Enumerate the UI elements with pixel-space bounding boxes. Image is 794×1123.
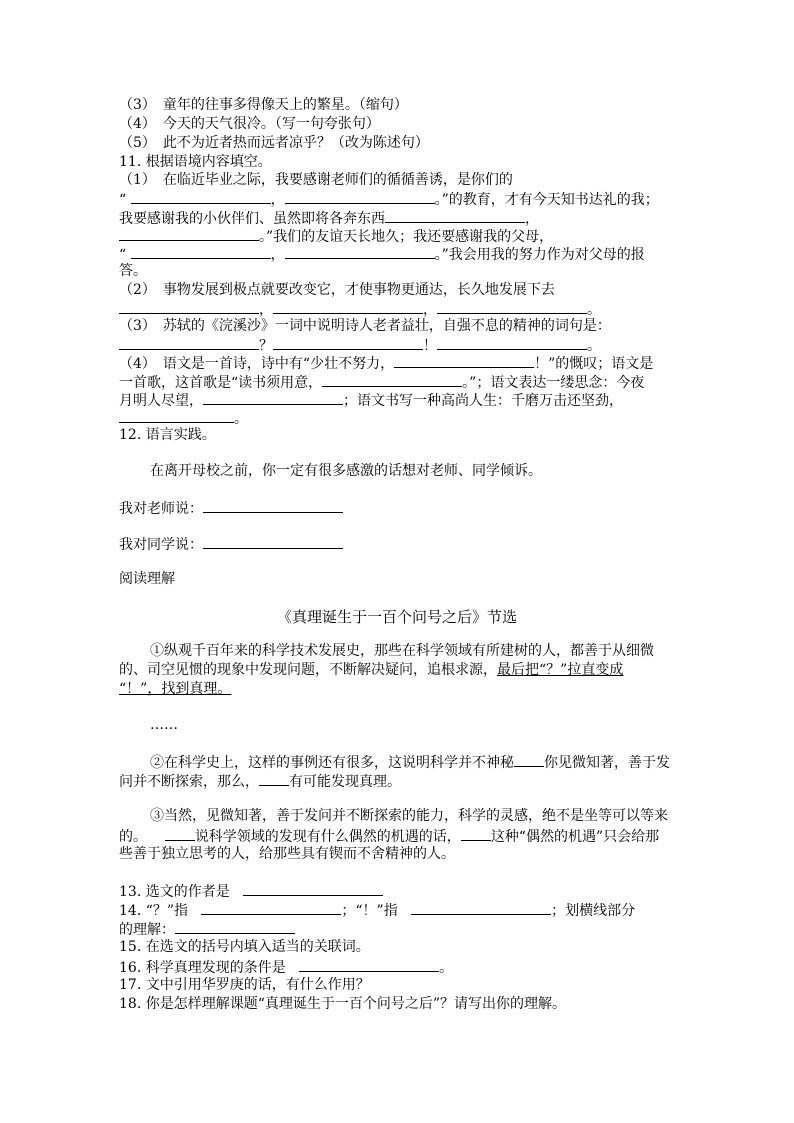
period: 。: [587, 338, 601, 354]
text: 。”我会用我的努力作为对父母的报: [434, 247, 645, 263]
answer-blank[interactable]: [385, 208, 525, 223]
answer-blank[interactable]: [394, 353, 534, 368]
q11-p1-line3: [119, 208, 539, 228]
answer-blank[interactable]: [203, 498, 343, 513]
text: 你见微知著，善于发: [544, 755, 670, 771]
text: ②在科学史上，这样的事例还有很多，这说明科学并不神秘: [150, 755, 514, 771]
text: 这种“偶然的机遇”只会给那: [490, 829, 660, 845]
question-17: 17. 文中引用华罗庚的话，有什么作用？: [119, 977, 370, 993]
underlined-text: 最后把“？”拉直变成: [497, 662, 624, 678]
text: （4） 语文是一首诗，诗中有“少壮不努力，: [119, 356, 395, 372]
passage-title: 《真理诞生于一百个问号之后》节选: [276, 608, 517, 626]
answer-blank[interactable]: [437, 335, 587, 350]
text: 13. 选文的作者是: [119, 884, 230, 900]
para3-line1: ③当然，见微知著，善于发问并不断探索的能力，科学的灵感，绝不是坐等可以等来: [150, 808, 668, 824]
period: 。: [439, 960, 454, 976]
text: 我要感谢我的小伙伴们、虽然即将各奔东西: [119, 211, 385, 227]
text: 的理解：: [119, 922, 175, 938]
answer-blank[interactable]: [461, 826, 491, 841]
period: 。: [587, 302, 601, 318]
question-14: [119, 900, 635, 920]
q11-p4-line4: [119, 408, 248, 428]
comma: ，: [525, 211, 539, 227]
q11-p1-line4: [119, 226, 553, 246]
para1-line1: ①纵观千百年来的科学技术发展史，那些在科学领域有所建树的人，都善于从细微: [150, 643, 654, 659]
para1-line3: “！”，找到真理。: [119, 681, 232, 697]
text: 的。: [119, 829, 147, 845]
answer-blank[interactable]: [175, 919, 295, 934]
text: ；“！”指: [341, 903, 398, 919]
quote-open: “: [119, 247, 127, 263]
answer-blank[interactable]: [131, 244, 271, 259]
answer-blank[interactable]: [514, 752, 544, 767]
text: ；语文书写一种高尚人生：千磨万击还坚劲，: [343, 393, 623, 409]
answer-blank[interactable]: [299, 957, 439, 972]
q12-teacher-line: [119, 498, 343, 518]
answer-blank[interactable]: [437, 299, 587, 314]
text: 。”我们的友谊天长地久；我还要感谢我的父母，: [259, 229, 554, 245]
answer-blank[interactable]: [259, 771, 289, 786]
q11-p1-line6: 答。: [119, 263, 147, 279]
text: ！”的慨叹；语文是: [534, 356, 654, 372]
para3-line2: [119, 826, 659, 846]
text: 的、司空见惯的现象中发现问题，不断解决疑问，追根求源，: [119, 662, 497, 678]
answer-blank[interactable]: [285, 189, 435, 204]
q11-p3-line1: （3） 苏轼的《浣溪沙》一词中说明诗人老者益壮，自强不息的精神的词句是：: [119, 318, 611, 334]
answer-blank[interactable]: [203, 534, 343, 549]
q11-p1-line1: （1） 在临近毕业之际，我要感谢老师们的循循善诱，是你们的: [119, 172, 513, 188]
section-label: 阅读理解: [119, 571, 175, 587]
question-13: [119, 881, 383, 901]
text: 说科学领域的发现有什么偶然的机遇的话，: [194, 829, 461, 845]
answer-blank[interactable]: [119, 408, 234, 423]
q11-heading: 11. 根据语境内容填空。: [119, 154, 272, 170]
answer-blank[interactable]: [273, 335, 423, 350]
q11-p4-line1: [119, 353, 653, 373]
q10-item-5: （5） 此不为近者热而远者凉乎？（改为陈述句）: [119, 135, 429, 151]
para2-line1: [150, 752, 670, 772]
question-15: 15. 在选文的括号内填入适当的关联词。: [119, 939, 370, 955]
text: 16. 科学真理发现的条件是: [119, 960, 286, 976]
q10-item-3: （3） 童年的往事多得像天上的繁星。（缩句）: [119, 97, 408, 113]
q11-p4-line2: [119, 372, 644, 392]
teacher-label: 我对老师说：: [119, 501, 203, 517]
comma: ，: [259, 302, 273, 318]
answer-blank[interactable]: [201, 900, 341, 915]
q11-p2-line1: （2） 事物发展到极点就要改变它，才使事物更通达，长久地发展下去: [119, 282, 555, 298]
para1-line2: [119, 661, 623, 679]
period: 。: [234, 411, 248, 427]
q11-p2-line2: [119, 299, 601, 319]
text: 有可能发现真理。: [289, 774, 401, 790]
question-mark: ？: [259, 338, 273, 354]
answer-blank[interactable]: [203, 390, 343, 405]
q12-prompt: 在离开母校之前，你一定有很多感激的话想对老师、同学倾诉。: [150, 463, 542, 479]
question-16: [119, 957, 453, 977]
q12-classmate-line: [119, 534, 343, 554]
comma: ，: [270, 192, 285, 208]
classmate-label: 我对同学说：: [119, 537, 203, 553]
answer-blank[interactable]: [119, 299, 259, 314]
answer-blank[interactable]: [119, 226, 259, 241]
answer-blank[interactable]: [273, 299, 423, 314]
answer-blank[interactable]: [322, 372, 462, 387]
answer-blank[interactable]: [131, 189, 271, 204]
answer-blank[interactable]: [411, 900, 551, 915]
q11-p3-line2: [119, 335, 601, 355]
text: 14. “？”指: [119, 903, 189, 919]
quote-open: “: [119, 192, 127, 208]
q11-p1-line5: [119, 244, 645, 264]
exclamation-mark: ！: [423, 338, 437, 354]
text: 月明人尽望，: [119, 393, 203, 409]
q11-p4-line3: [119, 390, 623, 410]
ellipsis: ……: [150, 717, 178, 733]
q10-item-4: （4） 今天的天气很冷。（写一句夸张句）: [119, 116, 380, 132]
q11-p1-line2: [119, 189, 659, 209]
comma: ，: [270, 247, 285, 263]
comma: ，: [423, 302, 437, 318]
question-18: 18. 你是怎样理解课题“真理诞生于一百个问号之后”？请写出你的理解。: [119, 996, 567, 1012]
para2-line2: [119, 771, 401, 791]
para3-line3: 些善于独立思考的人，给那些具有锲而不舍精神的人。: [119, 846, 455, 862]
text: 。”的教育，才有今天知书达礼的我；: [434, 192, 659, 208]
text: 。”；语文表达一缕思念：今夜: [462, 375, 645, 391]
answer-blank[interactable]: [119, 335, 259, 350]
text: ；划横线部分: [551, 903, 636, 919]
question-14-cont: [119, 919, 295, 939]
answer-blank[interactable]: [165, 826, 195, 841]
text: 问并不断探索，那么，: [119, 774, 259, 790]
answer-blank[interactable]: [243, 881, 383, 896]
q12-heading: 12. 语言实践。: [119, 427, 216, 443]
text: 一首歌，这首歌是“读书须用意，: [119, 375, 323, 391]
answer-blank[interactable]: [285, 244, 435, 259]
